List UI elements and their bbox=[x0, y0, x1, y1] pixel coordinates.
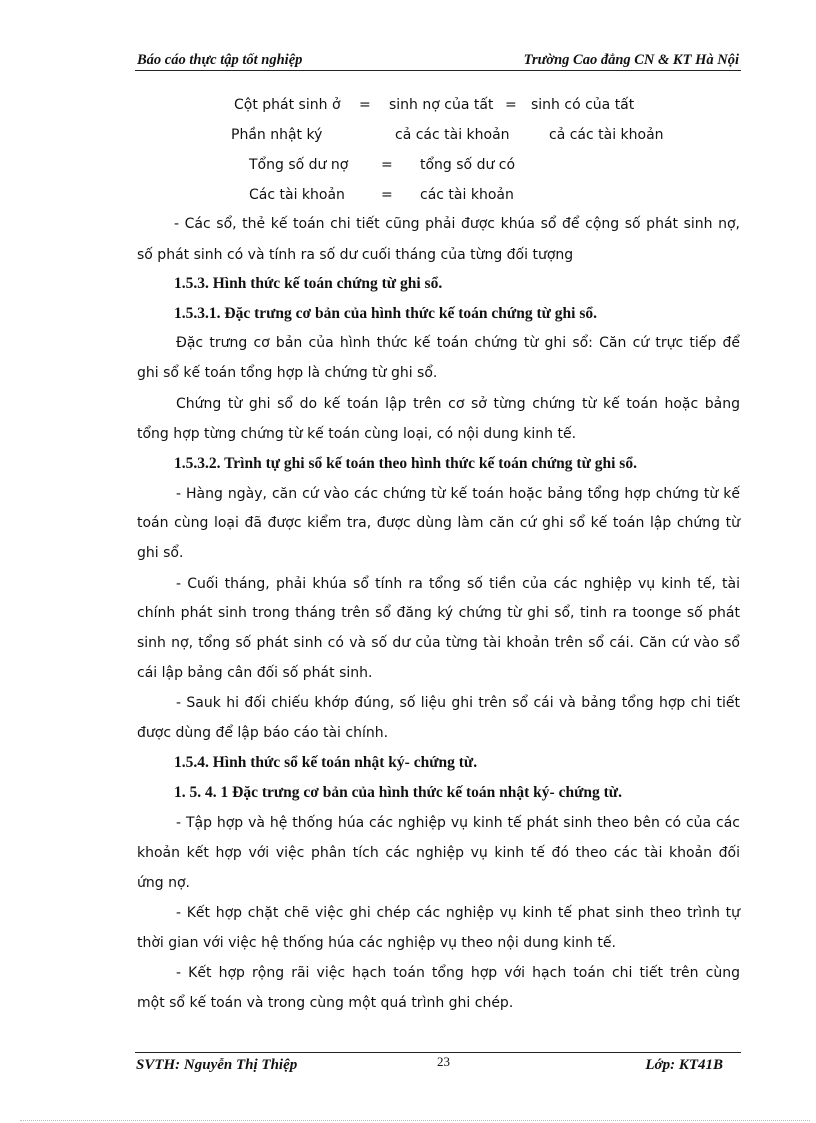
header-report-title: Báo cáo thực tập tốt nghiệp bbox=[137, 52, 303, 68]
paragraph-line: - Hàng ngày, căn cứ vào các chứng từ kế toán hoặc bảng tổng hợp chứng từ kế bbox=[176, 486, 740, 502]
paragraph-line: toán cùng loại đã được kiểm tra, được dùng làm căn cứ ghi sổ kế toán lập chứng từ bbox=[137, 515, 740, 531]
formula-r4-c2: các tài khoản bbox=[420, 187, 514, 203]
paragraph-line: ứng nợ. bbox=[137, 875, 190, 891]
paragraph-line: sinh nợ, tổng số phát sinh có và số dư của từng tài khoản trên sổ cái. Căn cứ vào sổ bbox=[137, 635, 740, 651]
page-header bbox=[135, 52, 741, 71]
paragraph-line: tổng hợp từng chứng từ kế toán cùng loại, có nội dung kinh tế. bbox=[137, 426, 577, 442]
paragraph-line: cái lập bảng cân đối số phát sinh. bbox=[137, 665, 373, 681]
header-school-name: Trường Cao đẳng CN & KT Hà Nội bbox=[523, 52, 739, 68]
paragraph-line: - Kết hợp rộng rãi việc hạch toán tổng hợp với hạch toán chi tiết trên cùng bbox=[176, 965, 740, 981]
paragraph-line: khoản kết hợp với việc phân tích các nghiệp vụ kinh tế đó theo các tài khoản đối bbox=[137, 845, 740, 861]
footer-divider bbox=[135, 1052, 741, 1053]
paragraph-line: ghi sổ kế toán tổng hợp là chứng từ ghi sổ. bbox=[137, 365, 438, 381]
paragraph-line: thời gian với việc hệ thống húa các nghiệp vụ theo nội dung kinh tế. bbox=[137, 935, 616, 951]
formula-r2-c2: cả các tài khoản bbox=[395, 127, 510, 143]
paragraph-line: số phát sinh có và tính ra số dư cuối tháng của từng đối tượng bbox=[137, 247, 574, 263]
paragraph-line: Đặc trưng cơ bản của hình thức kế toán chứng từ ghi sổ: Căn cứ trực tiếp để bbox=[176, 335, 740, 351]
paragraph-line: - Các sổ, thẻ kế toán chi tiết cũng phải được khúa sổ để cộng số phát sinh nợ, bbox=[174, 216, 740, 232]
section-heading-1-5-3: 1.5.3. Hình thức kế toán chứng từ ghi sổ. bbox=[174, 275, 443, 292]
formula-r3-c1: Tổng số dư nợ bbox=[249, 157, 349, 173]
formula-r1-c1: Cột phát sinh ở bbox=[234, 97, 341, 113]
formula-r1-eq1: = bbox=[359, 97, 371, 113]
formula-r4-c1: Các tài khoản bbox=[249, 187, 345, 203]
section-heading-1-5-4: 1.5.4. Hình thức sổ kế toán nhật ký- chứng từ. bbox=[174, 754, 478, 771]
paragraph-line: - Tập hợp và hệ thống húa các nghiệp vụ kinh tế phát sinh theo bên có của các bbox=[176, 815, 740, 831]
paragraph-line: chính phát sinh trong tháng trên sổ đăng ký chứng từ ghi sổ, tinh ra toonge số phát bbox=[137, 605, 740, 621]
formula-r3-c2: tổng số dư có bbox=[420, 157, 516, 173]
page-number: 23 bbox=[437, 1054, 450, 1069]
section-heading-1-5-3-2: 1.5.3.2. Trình tự ghi sổ kế toán theo hình thức kế toán chứng từ ghi sổ. bbox=[174, 455, 637, 472]
formula-r2-c1: Phần nhật ký bbox=[231, 127, 323, 143]
footer-class: Lớp: KT41B bbox=[645, 1057, 723, 1073]
paragraph-line: - Kết hợp chặt chẽ việc ghi chép các nghiệp vụ kinh tế phat sinh theo trình tự bbox=[176, 905, 740, 921]
paragraph-line: được dùng để lập báo cáo tài chính. bbox=[137, 725, 389, 741]
formula-r1-eq2: = bbox=[505, 97, 517, 113]
paragraph-line: - Cuối tháng, phải khúa sổ tính ra tổng số tiền của các nghiệp vụ kinh tế, tài bbox=[176, 576, 740, 592]
footer-student-name: SVTH: Nguyễn Thị Thiệp bbox=[136, 1057, 298, 1073]
formula-r1-c3: sinh có của tất bbox=[531, 97, 635, 113]
paragraph-line: một sổ kế toán và trong cùng một quá trình ghi chép. bbox=[137, 995, 514, 1011]
paragraph-line: ghi sổ. bbox=[137, 545, 184, 561]
paragraph-line: - Sauk hi đối chiếu khớp đúng, số liệu ghi trên sổ cái và bảng tổng hợp chi tiết bbox=[176, 695, 740, 711]
paragraph-line: Chứng từ ghi sổ do kế toán lập trên cơ sở từng chứng từ kế toán hoặc bảng bbox=[176, 396, 740, 412]
formula-r1-c2: sinh nợ của tất bbox=[389, 97, 494, 113]
section-heading-1-5-4-1: 1. 5. 4. 1 Đặc trưng cơ bản của hình thức kế toán nhật ký- chứng từ. bbox=[174, 784, 622, 801]
page-boundary-line bbox=[20, 1120, 810, 1121]
section-heading-1-5-3-1: 1.5.3.1. Đặc trưng cơ bản của hình thức kế toán chứng từ ghi sổ. bbox=[174, 305, 597, 322]
formula-r4-eq: = bbox=[381, 187, 393, 203]
formula-r3-eq: = bbox=[381, 157, 393, 173]
formula-r2-c3: cả các tài khoản bbox=[549, 127, 664, 143]
